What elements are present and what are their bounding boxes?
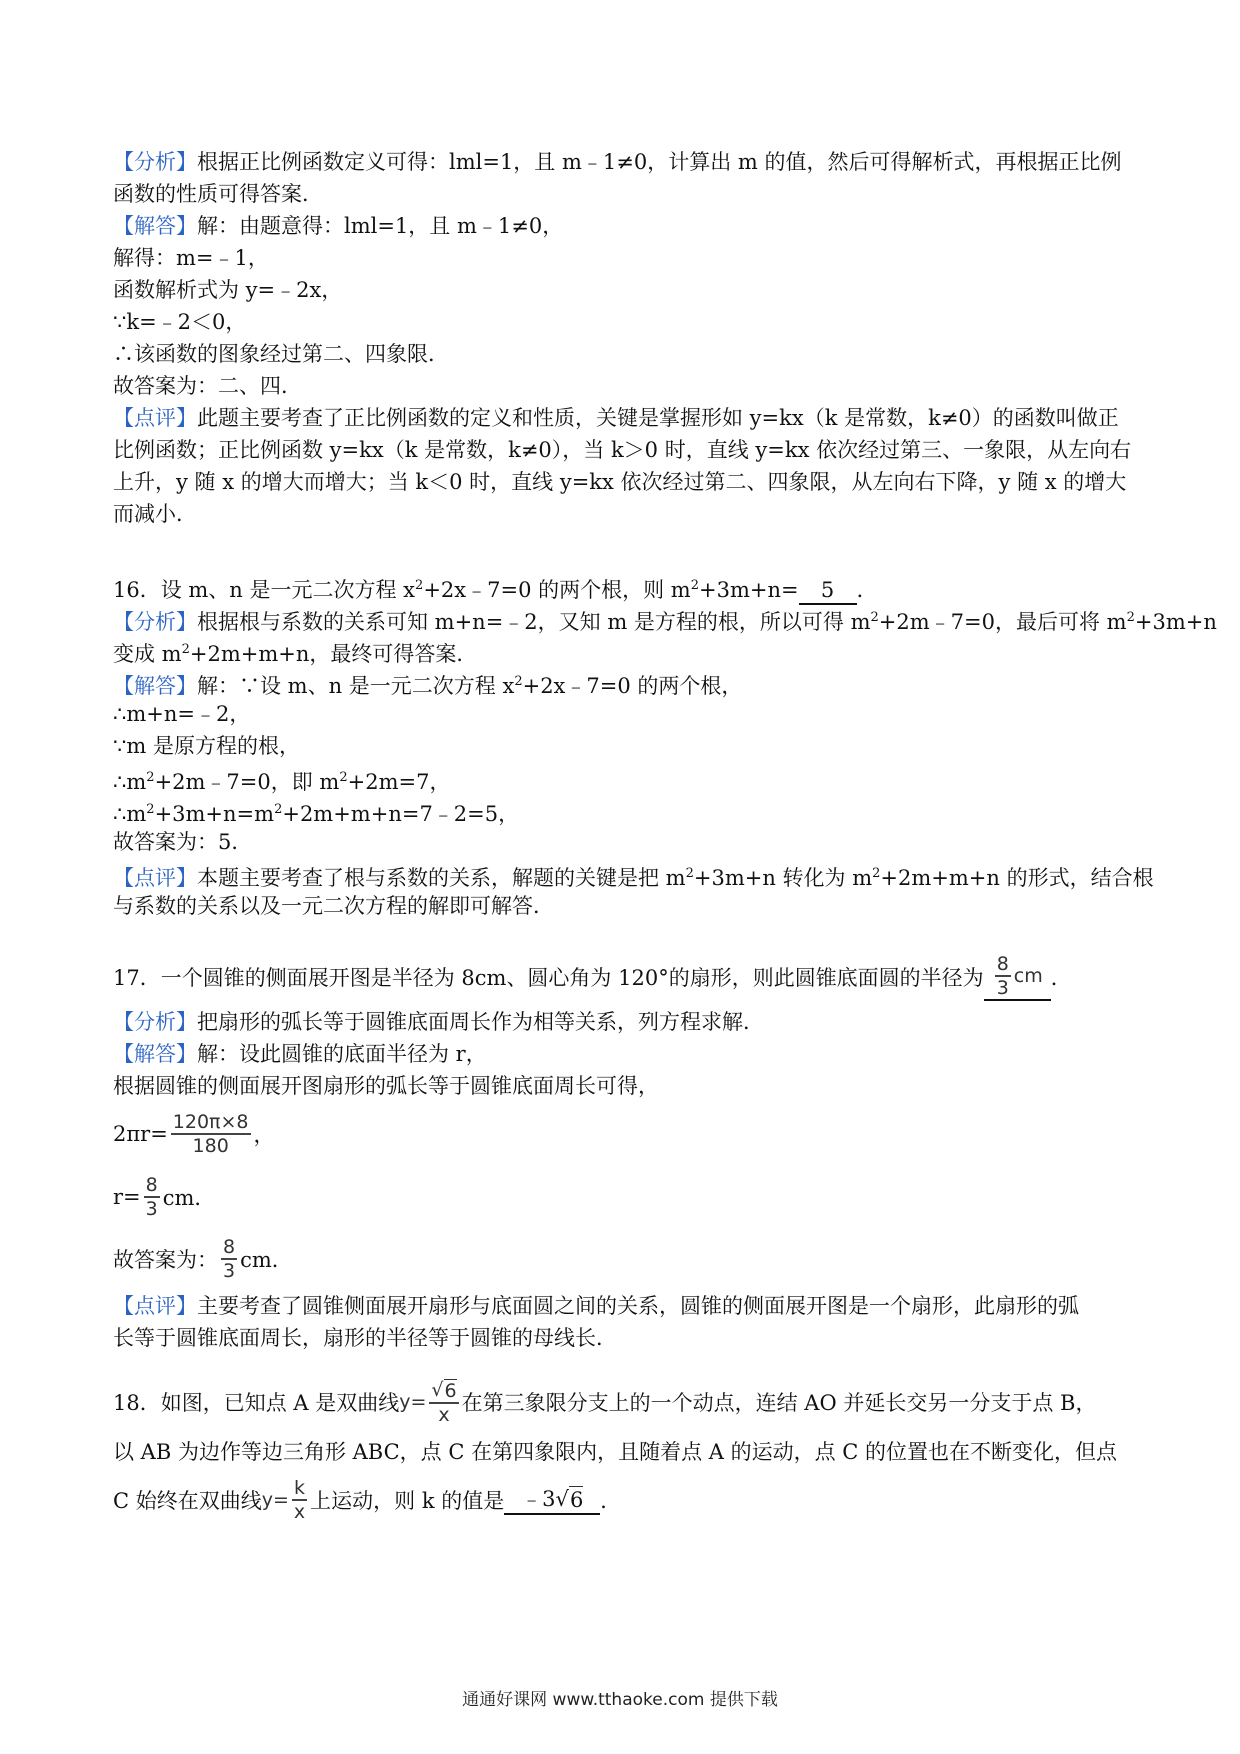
denominator: 180: [192, 1135, 229, 1157]
solution-tag: 【解答】: [113, 1042, 197, 1066]
fraction: [144, 1174, 160, 1220]
q18-line1: [113, 1372, 1133, 1432]
denominator: 3: [145, 1198, 158, 1220]
q16-analysis-line1: [113, 602, 1217, 634]
q18-text-a: 18．如图，已知点 A 是双曲线: [113, 1391, 400, 1415]
q16-solution-line5: [113, 794, 1133, 826]
q16-analysis-line2: [113, 634, 1133, 666]
page-footer: 通通好课网 www.tthaoke.com 提供下载: [462, 1690, 778, 1710]
q16-solution-line3: ∵m 是原方程的根，: [113, 734, 300, 758]
q15-comment: [113, 402, 1133, 530]
superscript: 2: [1126, 610, 1135, 625]
solution-text: 解：由题意得：lml=1，且 m﹣1≠0，: [197, 214, 564, 238]
solution-text: +3m+n=m: [154, 802, 275, 826]
superscript: 2: [870, 610, 879, 625]
analysis-text-b: +2m﹣7=0，最后可将 m: [878, 610, 1127, 634]
q17-solution-line1: [113, 1038, 1133, 1070]
fraction: [292, 1477, 307, 1523]
solution-text: ∴m: [113, 770, 147, 794]
solution-text-a: 解：∵设 m、n 是一元二次方程 x: [197, 674, 515, 698]
q15-solution-line5: ∴该函数的图象经过第二、四象限．: [113, 342, 449, 366]
solution-text: 解：设此圆锥的底面半径为 r，: [197, 1042, 487, 1066]
q18-line2: 以 AB 为边作等边三角形 ABC，点 C 在第四象限内，且随着点 A 的运动，点 C 的位置也在不断变化，但点: [113, 1440, 1118, 1464]
comment-text: 主要考查了圆锥侧面展开扇形与底面圆之间的关系，圆锥的侧面展开图是一个扇形，此扇形的弧: [197, 1294, 1079, 1318]
analysis-text-d: 变成 m: [113, 642, 182, 666]
q16-question: [113, 570, 1133, 602]
analysis-text-e: +2m+m+n，最终可得答案．: [189, 642, 478, 666]
comment-text: 此题主要考查了正比例函数的定义和性质，关键是掌握形如 y=kx（k 是常数，k≠0）的函数叫做正比例函数；正比例函数 y=kx（k 是常数，k≠0），当 k＞0 时，直线 y=kx 依次经过第三、一象限，从左向右上升，y 随 x 的增大而增大；当 k＜0 时，直线 y=kx 依次经过第二、四象限，从左向右下降，y 随 x 的增大而减小．: [113, 406, 1132, 526]
q16-text-a: 16．设 m、n 是一元二次方程 x: [113, 578, 416, 602]
equation-end: ，: [253, 1123, 275, 1147]
superscript: 2: [146, 770, 155, 785]
radicand: 6: [569, 1487, 584, 1512]
q17-question: [113, 948, 1133, 1006]
equation-lhs: r=: [113, 1185, 141, 1209]
q16-text-b: +2x﹣7=0 的两个根，则 m: [423, 578, 691, 602]
q17-equation2: [113, 1166, 1133, 1228]
superscript: 2: [872, 866, 881, 881]
denominator: 3: [996, 977, 1009, 999]
superscript: 2: [514, 674, 523, 689]
answer-blank: 5: [799, 577, 857, 605]
q17-equation1: [113, 1102, 1133, 1166]
sqrt-icon: √ 6: [431, 1378, 457, 1402]
q18-text-c: C 始终在双曲线: [113, 1489, 262, 1513]
function-label: y=: [399, 1391, 427, 1413]
comment-tag: 【点评】: [113, 1294, 197, 1318]
q15-solution-line6: 故答案为：二、四．: [113, 374, 302, 398]
q16-solution-line1: [113, 666, 1133, 698]
q16-comment-line1: [113, 858, 1154, 890]
numerator: 8: [996, 953, 1009, 975]
radicand: 6: [444, 1379, 457, 1402]
fraction: [221, 1236, 237, 1282]
denominator: 3: [223, 1260, 236, 1282]
superscript: 2: [146, 802, 155, 817]
sqrt-icon: √ 6: [555, 1486, 584, 1512]
solution-tag: 【解答】: [113, 674, 197, 698]
q17-end: ．: [1050, 966, 1072, 990]
q15-analysis-line1: [113, 146, 1133, 178]
solution-text-b: +2x﹣7=0 的两个根，: [522, 674, 743, 698]
solution-tag: 【解答】: [113, 214, 197, 238]
q15-analysis-line2: 函数的性质可得答案．: [113, 182, 323, 206]
q16-solution-line2: ∴m+n=﹣2，: [113, 702, 251, 726]
q18-end: ．: [600, 1489, 622, 1513]
analysis-tag: 【分析】: [113, 150, 197, 174]
answer-blank: [504, 1486, 600, 1515]
numerator: [429, 1379, 458, 1402]
q17-comment-line1: [113, 1290, 1133, 1322]
analysis-text: 把扇形的弧长等于圆锥底面周长作为相等关系，列方程求解．: [197, 1010, 764, 1034]
comment-text: +2m+m+n 的形式，结合根: [880, 866, 1154, 890]
comment-tag: 【点评】: [113, 406, 197, 430]
analysis-text-c: +3m+n: [1134, 610, 1217, 634]
comment-tag: 【点评】: [113, 866, 197, 890]
q18-text-d: 上运动，则 k 的值是: [310, 1489, 505, 1513]
denominator: x: [293, 1501, 306, 1523]
solution-text: +2m﹣7=0，即 m: [154, 770, 340, 794]
q16-end: ．: [856, 578, 878, 602]
q15-solution-line3: 函数解析式为 y=﹣2x，: [113, 278, 343, 302]
fraction: [995, 953, 1011, 999]
analysis-tag: 【分析】: [113, 610, 197, 634]
numerator: k: [294, 1477, 306, 1499]
q18-text-b: 在第三象限分支上的一个动点，连结 AO 并延长交另一分支于点 B，: [461, 1391, 1097, 1415]
numerator: 120π×8: [172, 1111, 249, 1133]
document-page: [113, 146, 1217, 1528]
denominator: x: [438, 1403, 450, 1426]
q16-solution-line4: [113, 762, 1133, 794]
superscript: 2: [339, 770, 348, 785]
fraction: [171, 1111, 251, 1157]
fraction: [429, 1379, 458, 1426]
q16-solution-line6: 故答案为：5．: [113, 830, 253, 854]
analysis-text: 根据正比例函数定义可得：lml=1，且 m﹣1≠0，计算出 m 的值，然后可得解析式，再根据正比例: [197, 150, 1122, 174]
solution-text: ∴m: [113, 802, 147, 826]
q15-solution-line2: 解得：m=﹣1，: [113, 246, 269, 270]
equation-lhs: 2πr=: [113, 1122, 168, 1146]
numerator: 8: [145, 1174, 158, 1196]
q17-solution-line2: 根据圆锥的侧面展开图扇形的弧长等于圆锥底面周长可得，: [113, 1074, 659, 1098]
q17-final-answer: [113, 1228, 1133, 1290]
superscript: 2: [274, 802, 283, 817]
answer-value: ﹣3: [521, 1486, 556, 1511]
superscript: 2: [685, 866, 694, 881]
comment-text: +3m+n 转化为 m: [693, 866, 873, 890]
numerator: 8: [223, 1236, 236, 1258]
analysis-text-a: 根据根与系数的关系可知 m+n=﹣2，又知 m 是方程的根，所以可得 m: [197, 610, 871, 634]
superscript: 2: [181, 642, 190, 657]
q18-line3: [113, 1472, 1133, 1528]
final-lhs: 故答案为：: [113, 1248, 218, 1272]
unit: cm: [1013, 965, 1043, 987]
q17-comment-line2: 长等于圆锥底面周长，扇形的半径等于圆锥的母线长．: [113, 1326, 617, 1350]
q15-solution-line4: ∵k=﹣2＜0，: [113, 310, 247, 334]
superscript: 2: [690, 578, 699, 593]
solution-text: +2m+m+n=7﹣2=5，: [282, 802, 520, 826]
superscript: 2: [415, 578, 424, 593]
function-label: y=: [261, 1489, 289, 1511]
answer-blank: [984, 953, 1051, 1001]
analysis-tag: 【分析】: [113, 1010, 197, 1034]
q16-text-c: +3m+n=: [698, 578, 799, 602]
q16-comment-line2: 与系数的关系以及一元二次方程的解即可解答．: [113, 894, 554, 918]
solution-text: +2m=7，: [347, 770, 451, 794]
equation-end: cm．: [162, 1186, 216, 1210]
q17-analysis: [113, 1006, 1133, 1038]
final-end: cm．: [240, 1248, 293, 1272]
comment-text: 本题主要考查了根与系数的关系，解题的关键是把 m: [197, 866, 686, 890]
q15-solution-line1: [113, 210, 1133, 242]
q17-text: 17．一个圆锥的侧面展开图是半径为 8cm、圆心角为 120°的扇形，则此圆锥底面圆的半径为: [113, 966, 984, 990]
